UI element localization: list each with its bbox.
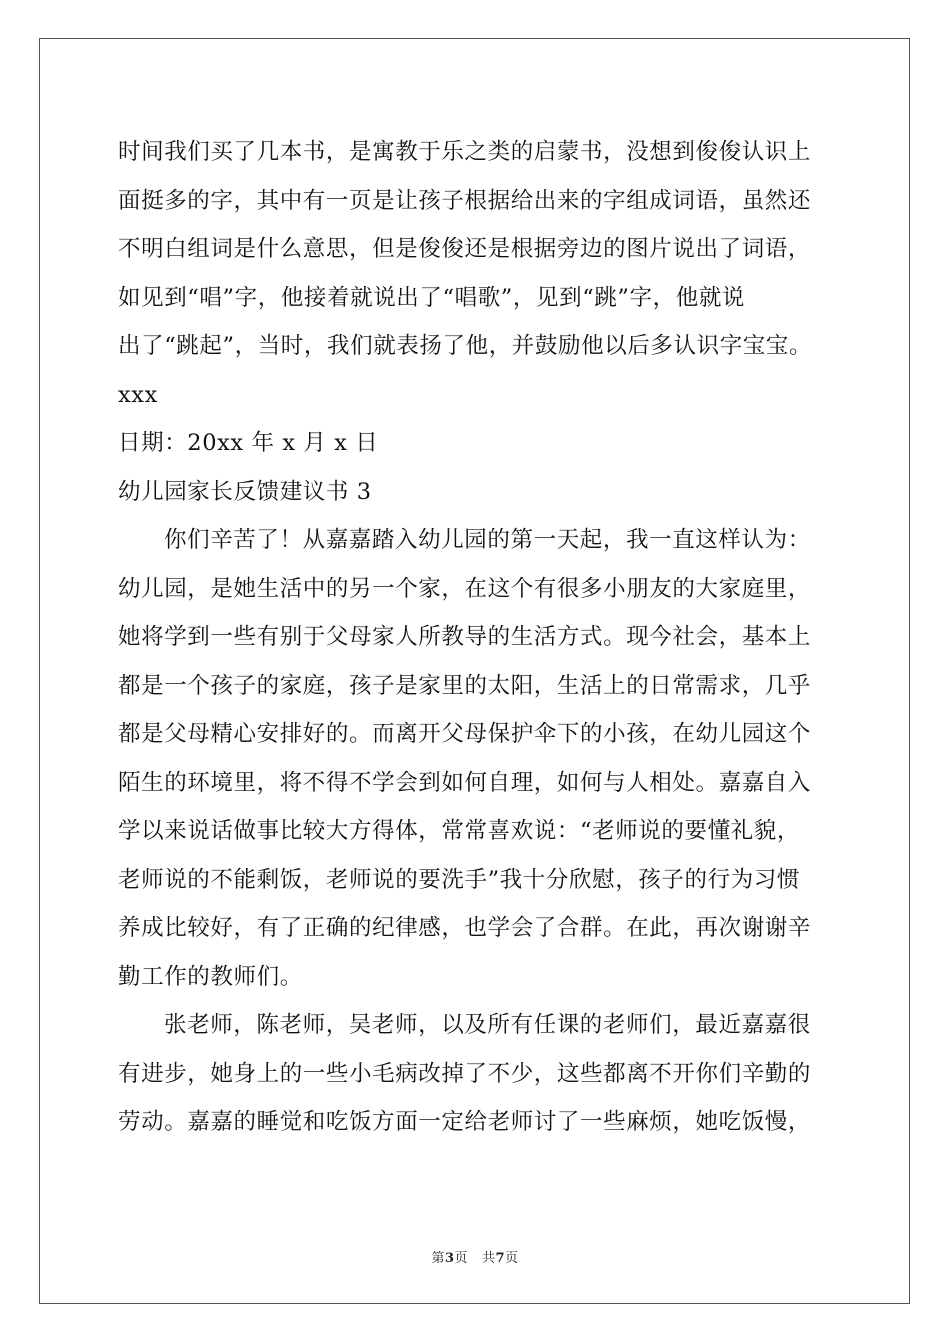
total-suffix: 页: [505, 1251, 519, 1266]
text-line: 幼儿园，是她生活中的另一个家，在这个有很多小朋友的大家庭里，: [118, 575, 812, 602]
document-body: [118, 128, 838, 1147]
text-line: 都是父母精心安排好的。而离开父母保护伞下的小孩，在幼儿园这个: [118, 721, 812, 747]
text-line: 老师说的不能剩饭，老师说的要洗手”我十分欣慰，孩子的行为习惯: [118, 866, 801, 893]
page-suffix: 页: [454, 1251, 469, 1266]
date-line: 日期：20xx 年 x 月 x 日: [118, 430, 379, 456]
text-line: 如见到“唱”字，他接着就说出了“唱歌”，见到“跳”字，他就说: [118, 284, 746, 311]
text-line: 出了“跳起”，当时，我们就表扬了他，并鼓励他以后多认识字宝宝。: [118, 333, 813, 359]
text-line: 时间我们买了几本书，是寓教于乐之类的启蒙书，没想到俊俊认识上: [118, 139, 812, 165]
text-line: 勤工作的教师们。: [118, 963, 303, 990]
text-line: 陌生的环境里，将不得不学会到如何自理，如何与人相处。嘉嘉自入: [118, 769, 812, 796]
section-heading: 幼儿园家长反馈建议书 3: [118, 478, 372, 505]
paragraph-first-line: 你们辛苦了！从嘉嘉踏入幼儿园的第一天起，我一直这样认为：: [164, 527, 811, 553]
signature-line: xxx: [118, 381, 158, 408]
paragraph-first-line: 张老师，陈老师，吴老师，以及所有任课的老师们，最近嘉嘉很: [164, 1012, 811, 1038]
total-prefix: 共: [481, 1251, 496, 1266]
total-pages: 7: [495, 1251, 506, 1266]
page-footer: [0, 1247, 950, 1266]
text-line: 劳动。嘉嘉的睡觉和吃饭方面一定给老师讨了一些麻烦，她吃饭慢，: [118, 1109, 812, 1135]
text-line: 面挺多的字，其中有一页是让孩子根据给出来的字组成词语，虽然还: [118, 187, 812, 214]
text-line: 都是一个孩子的家庭，孩子是家里的太阳，生活上的日常需求，几乎: [118, 672, 812, 699]
text-line: 不明白组词是什么意思，但是俊俊还是根据旁边的图片说出了词语，: [118, 236, 812, 262]
text-line: 养成比较好，有了正确的纪律感，也学会了合群。在此，再次谢谢辛: [118, 915, 812, 941]
text-line: 她将学到一些有别于父母家人所教导的生活方式。现今社会，基本上: [118, 624, 812, 650]
page-prefix: 第: [431, 1251, 445, 1266]
text-line: 有进步，她身上的一些小毛病改掉了不少，这些都离不开你们辛勤的: [118, 1060, 812, 1087]
page-number: 3: [444, 1251, 455, 1266]
text-line: 学以来说话做事比较大方得体，常常喜欢说：“老师说的要懂礼貌，: [118, 818, 801, 844]
